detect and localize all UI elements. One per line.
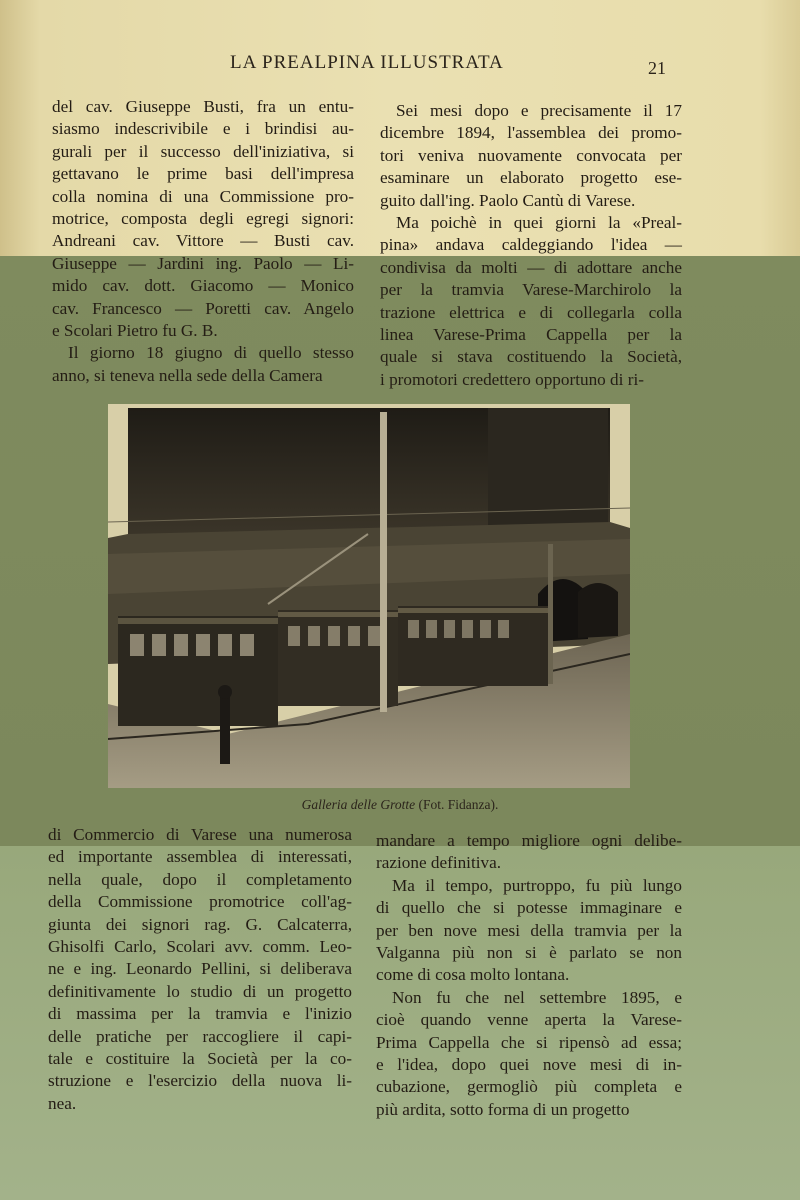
tram-tunnel-photo xyxy=(108,404,630,788)
text-line: cubazione, germogliò più completa e xyxy=(376,1077,682,1097)
text-line: più ardita, sotto forma di un progetto xyxy=(376,1099,630,1119)
text-line: anno, si teneva nella sede della Camera xyxy=(52,365,323,385)
column-left-top xyxy=(52,96,354,387)
text-line: tori veniva nuovamente convocata per xyxy=(380,145,682,165)
text-line: Valganna più non si è parlato se non xyxy=(376,942,682,962)
running-head: LA PREALPINA ILLUSTRATA xyxy=(230,52,504,73)
text-line: trazione elettrica e di collegarla colla xyxy=(380,302,682,322)
text-line: guito dall'ing. Paolo Cantù di Varese. xyxy=(380,190,636,210)
column-left-bottom xyxy=(48,824,352,1115)
text-line: Ghisolfi Carlo, Scolari avv. comm. Leo- xyxy=(48,936,352,956)
text-line: giunta dei signori rag. G. Calcaterra, xyxy=(48,914,352,934)
text-line: Andreani cav. Vittore — Busti cav. xyxy=(52,231,354,251)
text-line: della Commissione promotrice coll'ag- xyxy=(48,892,352,912)
text-line: e l'idea, dopo quei nove mesi di in- xyxy=(376,1054,682,1074)
text-line: tale e costituire la Società per la co- xyxy=(48,1048,352,1068)
caption-title: Galleria delle Grotte xyxy=(301,797,416,812)
text-line: condivisa da molti — di adottare anche xyxy=(380,257,682,277)
text-line: delle pratiche per raccogliere il capi- xyxy=(48,1026,352,1046)
text-line: motrice, composta degli egregi signori: xyxy=(52,208,354,228)
text-line: gettavano le prime basi dell'impresa xyxy=(52,164,354,184)
text-line: cioè quando venne aperta la Varese- xyxy=(376,1010,682,1030)
text-line: esaminare un elaborato progetto ese- xyxy=(380,168,682,188)
text-line: ed importante assemblea di interessati, xyxy=(48,847,352,867)
text-line: pina» andava caldeggiando l'idea — xyxy=(380,235,682,255)
text-line: Il giorno 18 giugno di quello stesso xyxy=(68,343,354,363)
caption-credit: (Fot. Fidanza). xyxy=(418,797,499,812)
text-line: struzione e l'esercizio della nuova li- xyxy=(48,1071,352,1091)
text-line: nea. xyxy=(48,1093,77,1113)
text-line: Prima Cappella che si ripensò ad essa; xyxy=(376,1032,682,1052)
text-line: definitivamente lo studio di un progetto xyxy=(48,981,352,1001)
text-line: colla nomina di una Commissione pro- xyxy=(52,186,354,206)
text-line: dicembre 1894, l'assemblea dei promo- xyxy=(380,123,682,143)
text-line: razione definitiva. xyxy=(376,853,502,873)
photograph-galleria-delle-grotte xyxy=(108,404,630,788)
text-line: come di cosa molto lontana. xyxy=(376,965,570,985)
text-line: per ben nove mesi della tramvia per la xyxy=(376,920,682,940)
text-line: per la tramvia Varese-Marchirolo la xyxy=(380,280,682,300)
text-line: e Scolari Pietro fu G. B. xyxy=(52,320,218,340)
text-line: mandare a tempo migliore ogni delibe- xyxy=(376,831,682,850)
text-line: nella quale, dopo il completamento xyxy=(48,869,352,889)
text-line: gurali per il successo dell'iniziativa, si xyxy=(52,141,354,161)
text-line: di massima per la tramvia e l'inizio xyxy=(48,1004,352,1024)
text-line: quale si stava costituendo la Società, xyxy=(380,347,682,367)
text-line: mido cav. dott. Giacomo — Monico xyxy=(52,276,354,296)
text-line: di quello che si potesse immaginare e xyxy=(376,898,682,918)
text-line: Giuseppe — Jardini ing. Paolo — Li- xyxy=(52,253,354,273)
text-line: linea Varese-Prima Cappella per la xyxy=(380,324,682,344)
text-line: di Commercio di Varese una numerosa xyxy=(48,825,352,844)
photo-caption xyxy=(0,797,800,813)
column-right-top xyxy=(380,100,682,391)
text-line: del cav. Giuseppe Busti, fra un entu- xyxy=(52,97,354,116)
text-line: Non fu che nel settembre 1895, e xyxy=(392,987,682,1007)
text-line: Ma il tempo, purtroppo, fu più lungo xyxy=(392,875,682,895)
text-line: cav. Francesco — Poretti cav. Angelo xyxy=(52,298,354,318)
text-line: i promotori credettero opportuno di ri- xyxy=(380,369,644,389)
text-line: ne e ing. Leonardo Pellini, si deliberava xyxy=(48,959,352,979)
column-right-bottom xyxy=(376,830,682,1121)
text-line: siasmo indescrivibile e i brindisi au- xyxy=(52,119,354,139)
page-number: 21 xyxy=(648,58,666,78)
text-line: Sei mesi dopo e precisamente il 17 xyxy=(396,101,682,120)
text-line: Ma poichè in quei giorni la «Preal- xyxy=(396,212,682,232)
